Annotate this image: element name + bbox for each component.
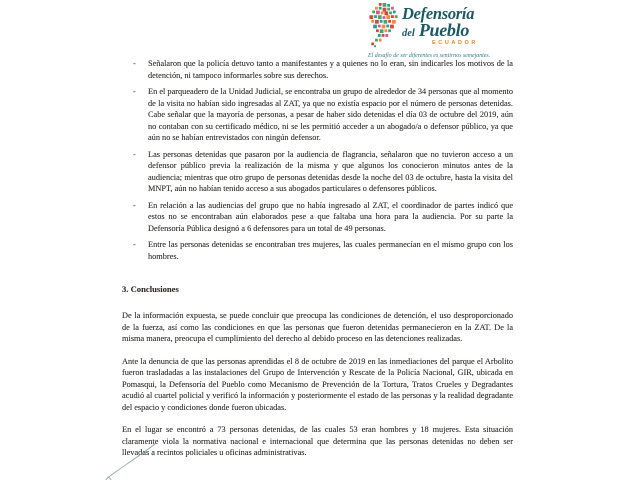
conclusion-paragraph: En el lugar se encontró a 73 personas detenidas, de las cuales 53 eran hombres y 18 mujeres. Esta situación claramente viola la normativa nacional e internacional que determina que las personas detenidas no deben ser llevadas a recintos policiales u oficinas administrativas. xyxy=(122,425,513,457)
bullet-text: Señalaron que la policía detuvo tanto a manifestantes y a quienes no lo eran, sin indicarles los motivos de la detención, ni tampoco informarles sobre sus derechos. xyxy=(148,59,513,80)
list-item xyxy=(133,86,513,144)
org-name-pueblo: Pueblo xyxy=(418,19,470,40)
findings-list xyxy=(133,58,513,267)
list-item xyxy=(133,149,513,195)
list-item xyxy=(133,58,513,81)
org-name-line2 xyxy=(402,21,478,40)
bullet-marker: - xyxy=(133,87,136,96)
org-name-del: del xyxy=(402,27,415,39)
bullet-text: En relación a las audiencias del grupo que no había ingresado al ZAT, el coordinador de partes indicó que estos no se encontraban aún elaborados pese a que faltaba una hora para la audiencia. Por su parte la Defensoría Pública designó a 6 defensores para un total de 49 personas. xyxy=(148,200,513,233)
conclusion-paragraph: Ante la denuncia de que las personas aprendidas el 8 de octubre de 2019 en las inmediaciones del parque el Arbolito fueron trasladadas a las instalaciones del Grupo de Intervención y Rescate de la Policía Nacional, GIR, ubicada en Pomasqui, la Defensoría del Pueblo como Mecanismo de Prevención de la Tortura, Tratos Crueles y Degradantes acudió al cuartel policial y verificó la información y posteriormente el estado de las personas y la realidad degradante del espacio y condiciones donde fueron ubicadas. xyxy=(122,356,513,412)
org-logo xyxy=(368,3,502,59)
bullet-text: En el parqueadero de la Unidad Judicial, se encontraba un grupo de alrededor de 34 personas que al momento de la visita no habían sido ingresadas al ZAT, ya que no existía espacio por el número de personas detenidas. Cabe señalar que la mayoría de personas, a pesar de haber sido detenidas el día 03 de octubre del 2019, aún no contaban con su certificado médico, ni se les permitió acceder a un abogado/a o defensor público, ya que aún no se habían entrevistados con ningún defensor. xyxy=(148,87,513,142)
bullet-marker: - xyxy=(133,149,136,159)
section-heading: 3. Conclusiones xyxy=(122,284,179,294)
org-country-label: ECUADOR xyxy=(432,39,479,46)
org-name-line1: Defensoría xyxy=(402,4,475,23)
list-item xyxy=(133,200,513,235)
ecuador-map-mosaic-icon xyxy=(368,3,399,50)
conclusion-paragraph: De la información expuesta, se puede concluir que preocupa las condiciones de detención, el uso desproporcionado de la fuerza, así como las condiciones en que las personas que fueron detenidas permanecieron en la ZAT. De la misma manera, preocupa el cumplimiento del derecho al debido proceso en las detenciones realizadas. xyxy=(122,311,513,343)
bullet-marker: - xyxy=(133,59,136,68)
list-item xyxy=(133,239,513,262)
conclusions-section xyxy=(122,284,513,470)
bullet-text: Las personas detenidas que pasaron por la audiencia de flagrancia, señalaron que no tuvieron acceso a un defensor público previa la realización de la misma y que algunos los conocieron minutos antes de la audiencia; mientras que otro grupo de personas detenidas desde la noche del 03 de octubre, hasta la visita del MNPT, aún no habían tenido acceso a sus abogados particulares o defensores públicos. xyxy=(148,149,513,193)
bullet-text: Entre las personas detenidas se encontraban tres mujeres, las cuales permanecían en el mismo grupo con los hombres. xyxy=(148,240,513,261)
bullet-marker: - xyxy=(133,200,136,210)
org-tagline: El desafío de ser diferentes es sentirnos semejantes. xyxy=(368,53,491,59)
bullet-marker: - xyxy=(133,240,136,249)
